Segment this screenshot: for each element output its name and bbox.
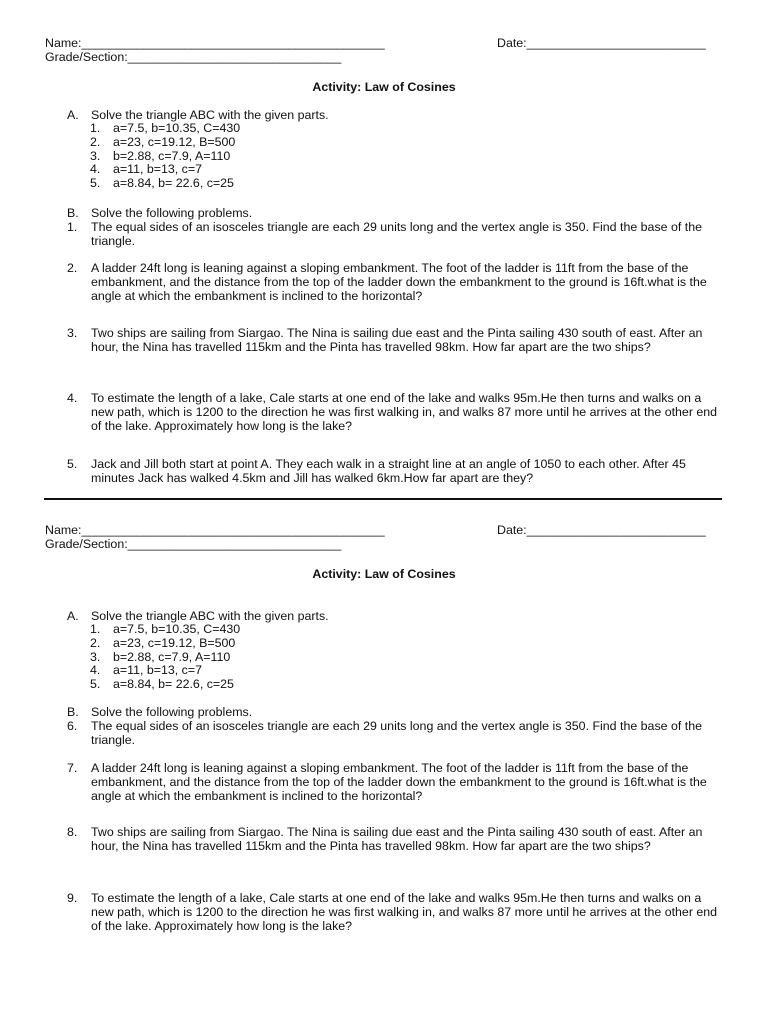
problem-item: 4. To estimate the length of a lake, Cale starts at one end of the lake and walks 95m.He then turns and walks on a new path, which is 1200 to the direction he was first walking in, and walks 87 more until he arrives at the other end of the lake. Approximately how long is the lake? [67,391,718,433]
section-b-instruction: Solve the following problems. [91,705,253,719]
name-field: Name:____________________________________________ [45,523,385,537]
problem-item: 3. Two ships are sailing from Siargao. The Nina is sailing due east and the Pinta sailing 430 south of east. After an hour, the Nina has travelled 115km and the Pinta has travelled 98km. How far apart are the two ships? [67,326,703,354]
list-item: 4. a=11, b=13, c=7 [90,663,202,678]
section-a-list [90,122,240,191]
problem-item: 7. A ladder 24ft long is leaning against a sloping embankment. The foot of the ladder is 11ft from the base of the embankment, and the distance from the top of the ladder down the embankment to the ground is 16ft.what is the angle at which the embankment is inclined to the horizontal? [67,761,707,803]
section-divider [44,498,722,500]
list-item: 5. a=8.84, b= 22.6, c=25 [90,176,234,191]
activity-title: Activity: Law of Cosines [312,80,456,94]
list-item: 2. a=23, c=19.12, B=500 [90,635,236,650]
name-field: Name:____________________________________________ [45,36,385,50]
section-a-letter: A. [67,609,79,623]
list-item: 1. a=7.5, b=10.35, C=430 [90,622,241,636]
list-item: 1. a=7.5, b=10.35, C=430 [90,121,241,135]
section-a-list [90,623,240,692]
problem-item: 9. To estimate the length of a lake, Cale starts at one end of the lake and walks 95m.He then turns and walks on a new path, which is 1200 to the direction he was first walking in, and walks 87 more until he arrives at the other end of the lake. Approximately how long is the lake? [67,891,718,933]
section-b-instruction: Solve the following problems. [91,206,253,220]
problem-item: 8. Two ships are sailing from Siargao. The Nina is sailing due east and the Pinta sailing 430 south of east. After an hour, the Nina has travelled 115km and the Pinta has travelled 98km. How far apart are the two ships? [67,825,703,853]
list-item: 2. a=23, c=19.12, B=500 [90,134,236,149]
problem-item: 2. A ladder 24ft long is leaning against a sloping embankment. The foot of the ladder is 11ft from the base of the embankment, and the distance from the top of the ladder down the embankment to the ground is 16ft.what is the angle at which the embankment is inclined to the horizontal? [67,261,707,303]
list-item: 5. a=8.84, b= 22.6, c=25 [90,677,234,692]
problem-item: 1. The equal sides of an isosceles triangle are each 29 units long and the vertex angle is 350. Find the base of the triangle. [67,220,702,248]
list-item: 3. b=2.88, c=7.9, A=110 [90,649,231,664]
grade-section-field: Grade/Section:_______________________________ [45,537,342,551]
problem-item: 6. The equal sides of an isosceles triangle are each 29 units long and the vertex angle is 350. Find the base of the triangle. [67,719,702,747]
activity-title: Activity: Law of Cosines [312,567,456,581]
section-a-heading [67,108,329,122]
problem-item: 5. Jack and Jill both start at point A. They each walk in a straight line at an angle of 1050 to each other. After 45 minutes Jack has walked 4.5km and Jill has walked 6km.How far apart are they? [67,457,686,485]
date-field: Date:__________________________ [497,523,706,537]
section-a-heading [67,609,329,623]
section-b-letter: B. [67,206,79,220]
section-a-instruction: Solve the triangle ABC with the given parts. [91,609,329,623]
section-b-heading [67,705,252,719]
date-field: Date:__________________________ [497,36,706,50]
section-b-heading [67,206,252,220]
grade-section-field: Grade/Section:_______________________________ [45,50,342,64]
section-a-instruction: Solve the triangle ABC with the given parts. [91,108,329,122]
section-b-letter: B. [67,705,79,719]
list-item: 3. b=2.88, c=7.9, A=110 [90,148,231,163]
section-a-letter: A. [67,108,79,122]
list-item: 4. a=11, b=13, c=7 [90,162,202,177]
